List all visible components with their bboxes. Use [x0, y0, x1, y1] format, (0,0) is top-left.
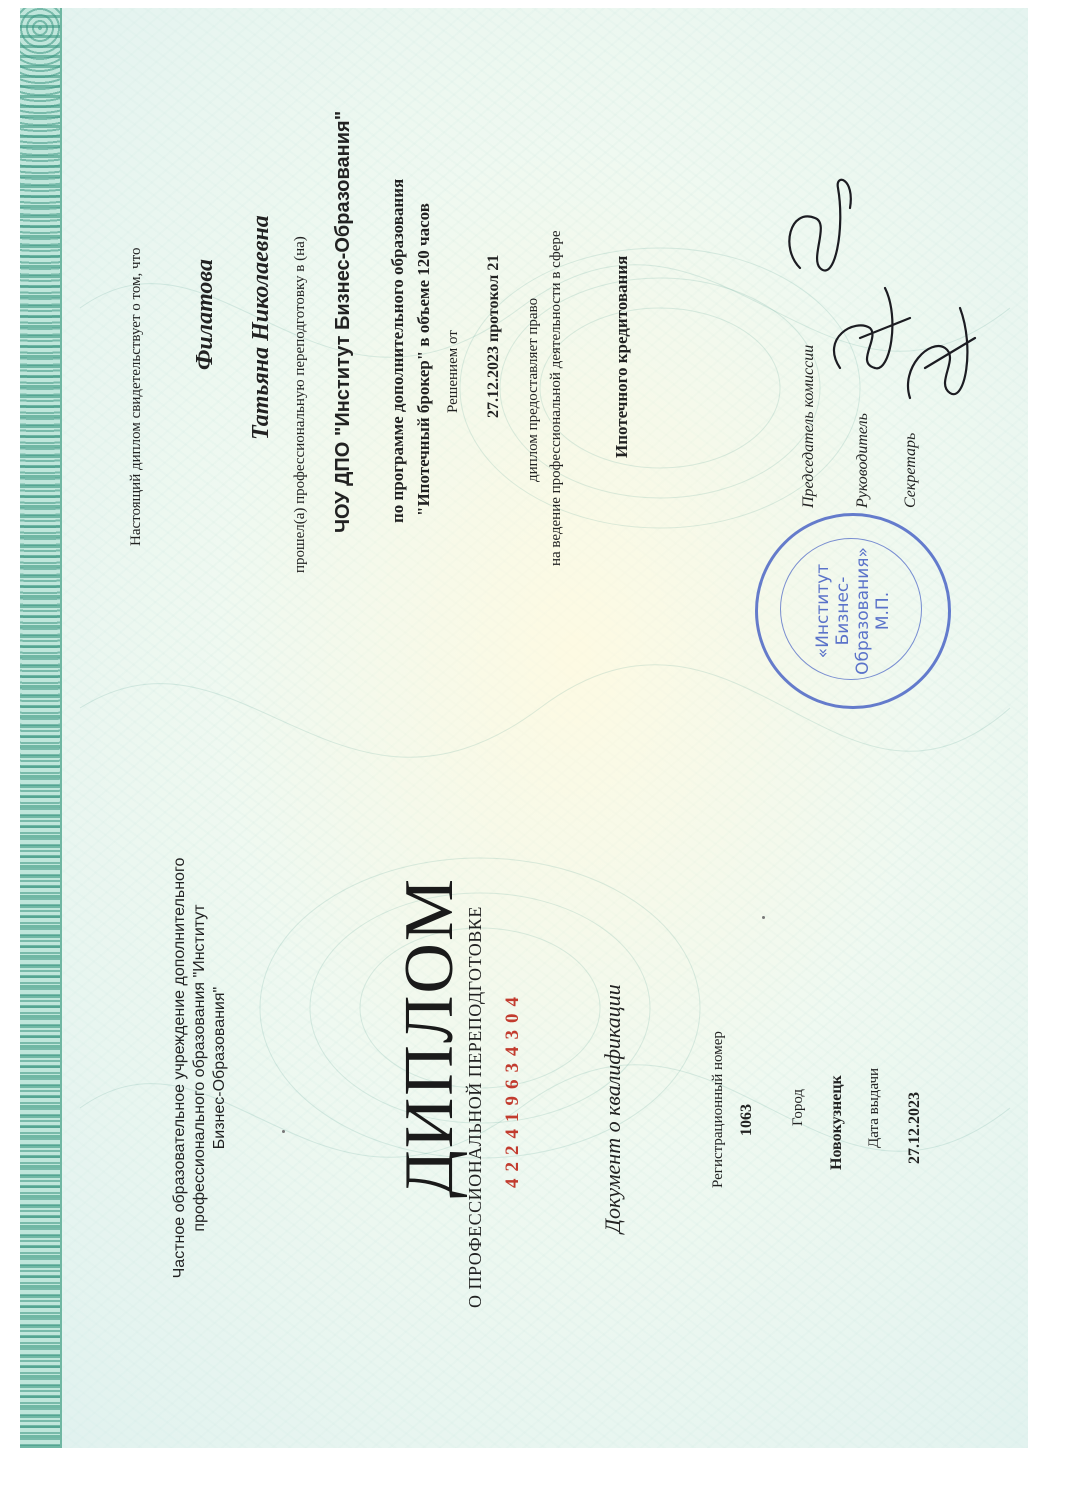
head-label: Руководитель — [854, 413, 871, 508]
secretary-label: Секретарь — [902, 432, 919, 508]
stamp-text: «Институт Бизнес- Образования» М.П. — [813, 547, 893, 675]
official-stamp — [755, 513, 951, 709]
chair-label: Председатель комиссии — [800, 344, 817, 508]
signatures — [760, 168, 980, 428]
secretary-signature — [908, 308, 975, 398]
diploma-sheet — [20, 8, 1028, 1448]
speck — [282, 1130, 285, 1133]
holder-surname: Филатова — [192, 259, 218, 370]
passed-text: прошел(а) профессиональную переподготовку в (на) — [292, 236, 308, 573]
decision-label: Решением от — [445, 330, 461, 413]
grants-line-2: на ведение профессиональной деятельности в сфере — [548, 230, 564, 566]
issue-date-label: Дата выдачи — [866, 1067, 882, 1148]
head-signature — [834, 288, 910, 368]
registration-number: 1063 — [738, 1104, 755, 1136]
city-value: Новокузнецк — [828, 1075, 845, 1170]
intro-text: Настоящий диплом свидетельствует о том, что — [128, 247, 144, 546]
professional-sphere: Ипотечного кредитования — [612, 255, 631, 458]
document-type: Документ о квалификации — [600, 984, 625, 1233]
program-line-2: "Ипотечный брокер" в объеме 120 часов — [414, 203, 433, 516]
speck — [762, 916, 765, 919]
diploma-title: ДИПЛОМ — [391, 876, 468, 1198]
institution-line-2: профессионального образования "Институт — [191, 904, 208, 1232]
registration-label: Регистрационный номер — [710, 1031, 726, 1188]
chair-signature — [789, 180, 850, 271]
program-line-1: по программе дополнительного образования — [388, 178, 407, 523]
issue-date-value: 27.12.2023 — [906, 1092, 923, 1164]
holder-given-names: Татьяна Николаевна — [248, 215, 274, 440]
decision-value: 27.12.2023 протокол 21 — [485, 254, 502, 418]
diploma-subtitle: О ПРОФЕССИОНАЛЬНОЙ ПЕРЕПОДГОТОВКЕ — [465, 906, 485, 1308]
decorative-border — [20, 8, 62, 1448]
serial-number: 422419634304 — [502, 990, 523, 1188]
institution-full-name — [170, 828, 230, 1308]
institution-short-name: ЧОУ ДПО "Институт Бизнес-Образования" — [332, 110, 354, 533]
institution-line-3: Бизнес-Образования" — [211, 986, 228, 1150]
city-label: Город — [790, 1088, 806, 1126]
grants-line-1: диплом предоставляет право — [525, 297, 541, 482]
institution-line-1: Частное образовательное учреждение дополнительного — [171, 857, 188, 1279]
